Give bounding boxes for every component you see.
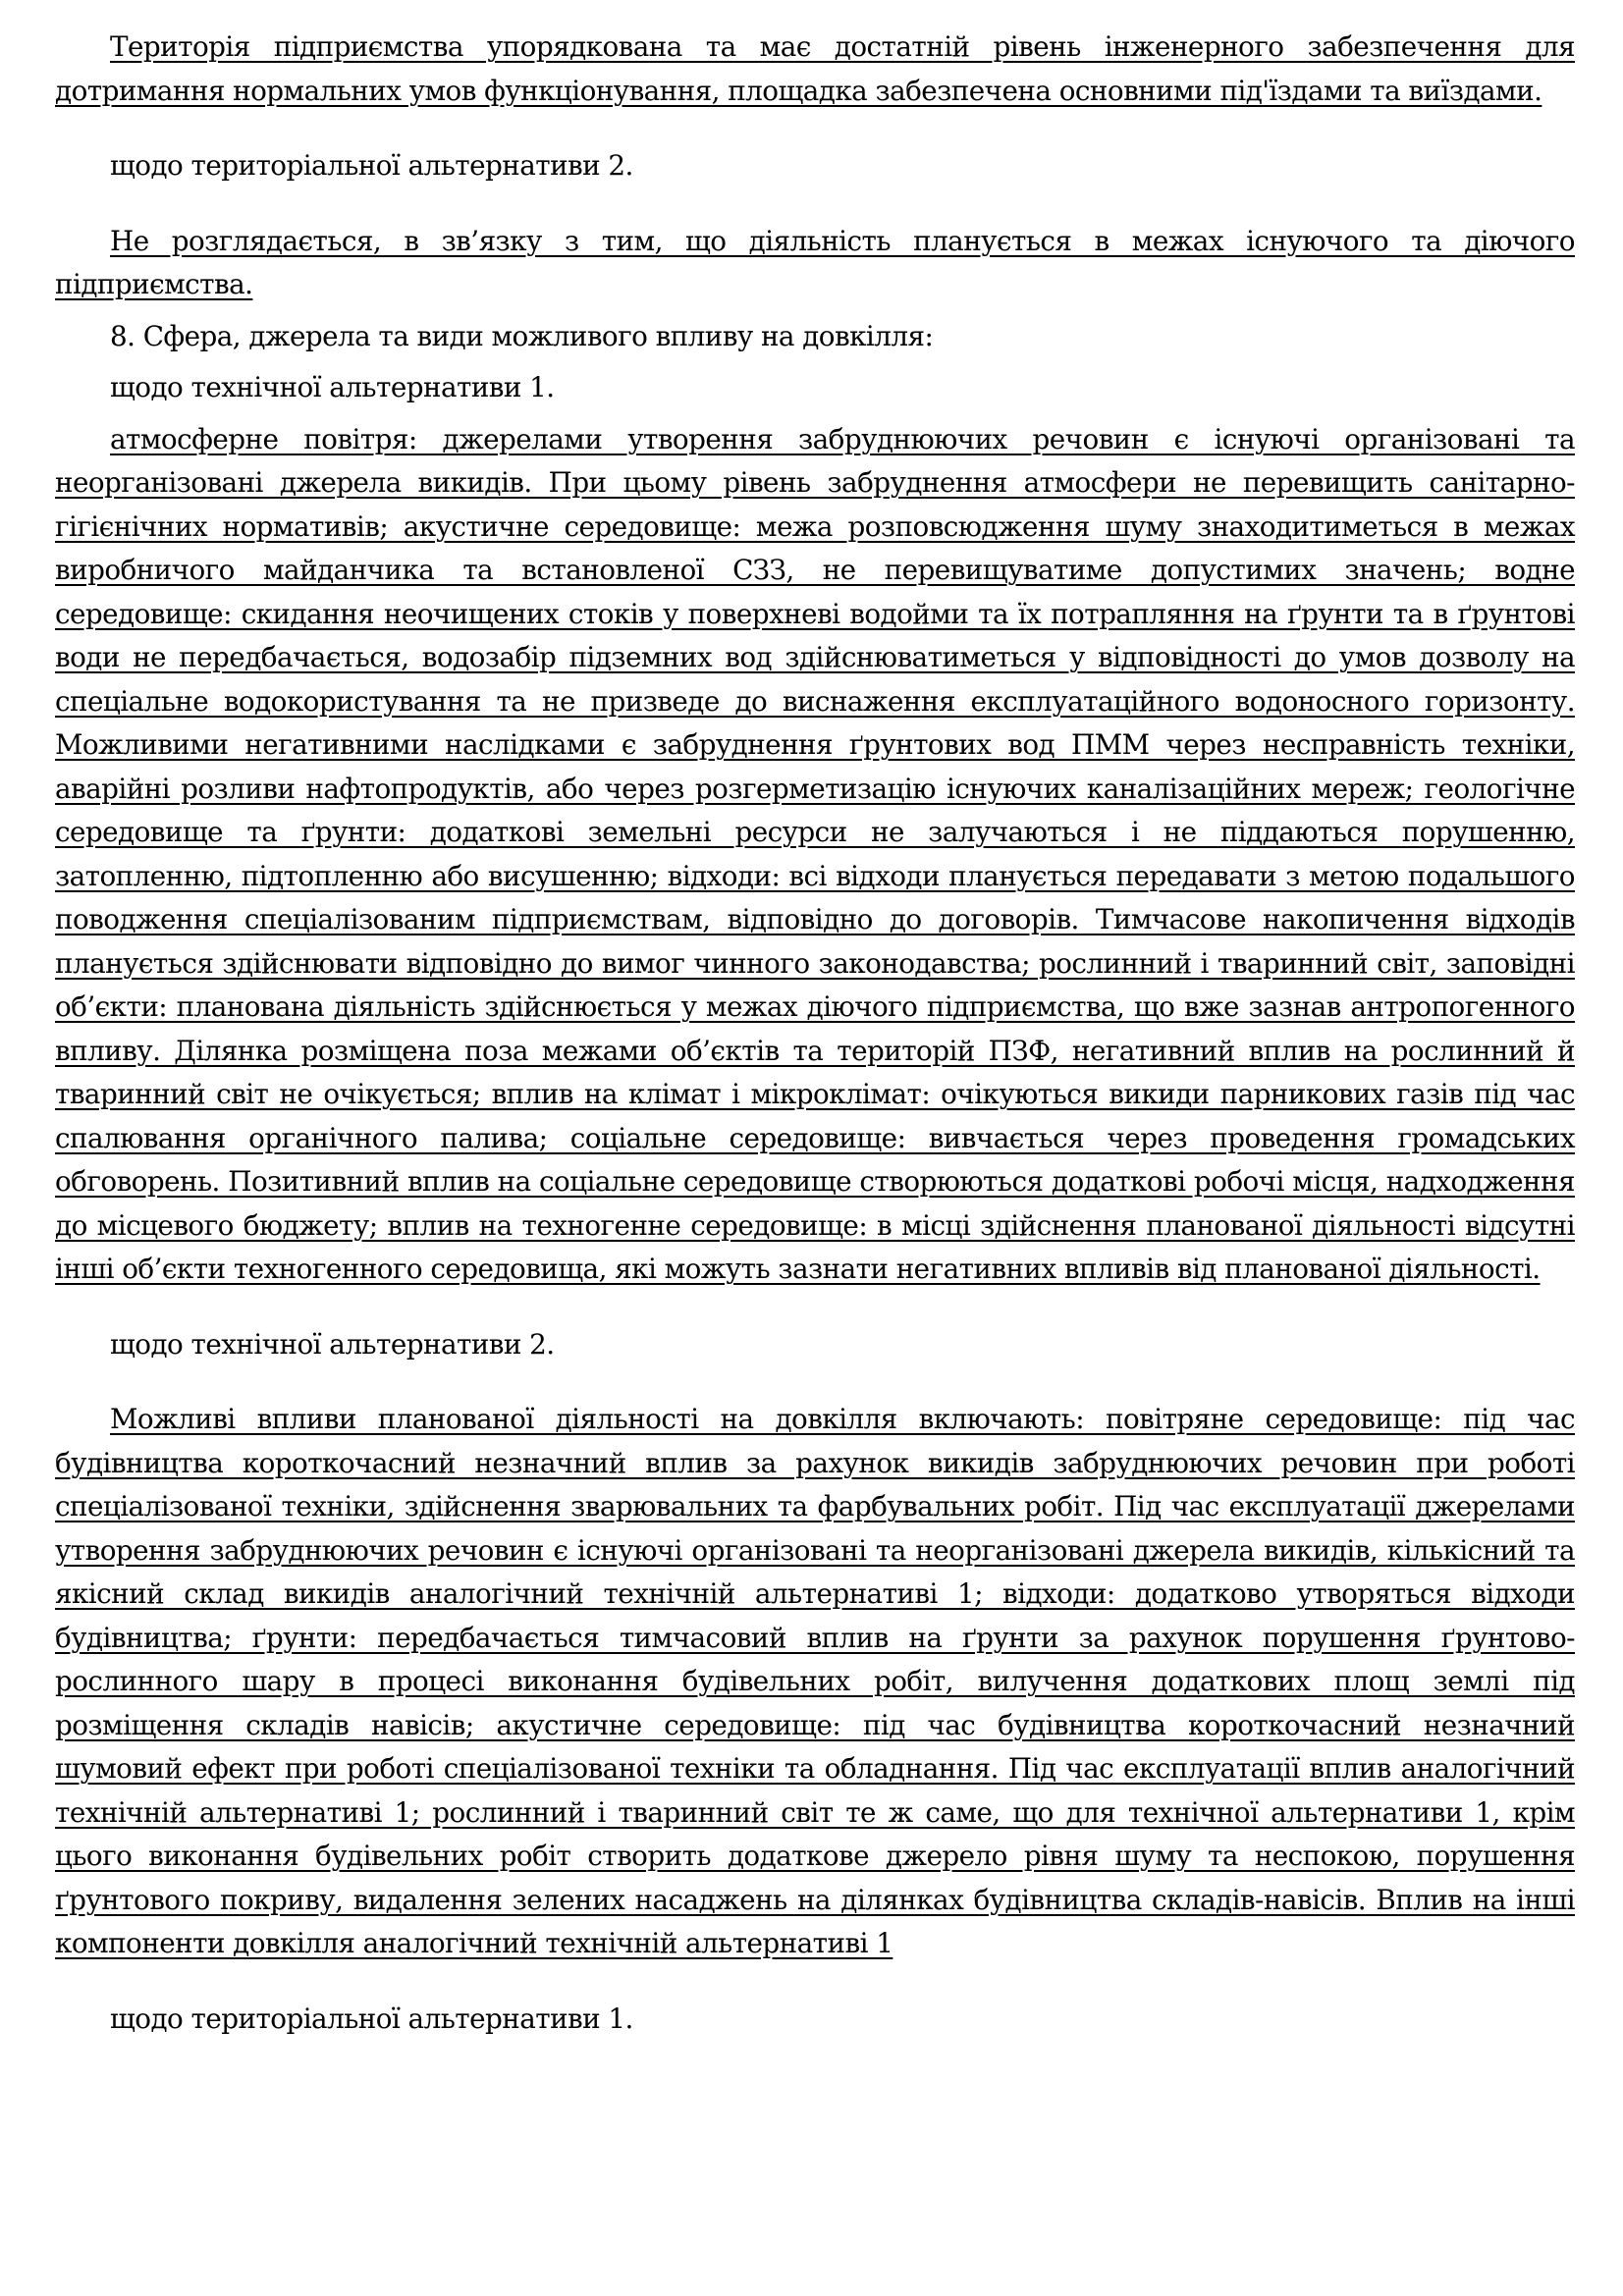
heading-territorial-alternative-1: щодо територіальної альтернативи 1. bbox=[110, 2002, 633, 2035]
paragraph-technical-alternative-2-impacts: Можливі впливи планованої діяльності на довкілля включають: повітряне середовище: під час будівництва короткочасний незначний вплив за рахунок викидів забруднюючих речовин при роботі спеціалізованої техніки, здійснення зварювальних та фарбувальних робіт. Під час експлуатації джерелами утворення забруднюючих речовин є існуючі організовані та неорганізовані джерела викидів, кількісний та якісний склад викидів аналогічний технічній альтернативі 1; відходи: додатково утворяться відходи будівництва; ґрунти: передбачається тимчасовий вплив на ґрунти за рахунок порушення ґрунтово-рослинного шару в процесі виконання будівельних робіт, вилучення додаткових площ землі під розміщення складів навісів; акустичне середовище: під час будівництва короткочасний незначний шумовий ефект при роботі спеціалізованої техніки та обладнання. Під час експлуатації вплив аналогічний технічній альтернативі 1; рослинний і тваринний світ те ж саме, що для технічної альтернативи 1, крім цього виконання будівельних робіт створить додаткове джерело рівня шуму та неспокою, порушення ґрунтового покриву, видалення зелених насаджень на ділянках будівництва складів-навісів. Вплив на інші компоненти довкілля аналогічний технічній альтернативі 1 bbox=[55, 1403, 1575, 1959]
heading-technical-alternative-2: щодо технічної альтернативи 2. bbox=[110, 1327, 555, 1361]
document-page bbox=[55, 26, 1575, 2041]
paragraph-territorial-alternative-2-text: Не розглядається, в зв’язку з тим, що діяльність планується в межах існуючого та діючого підприємства. bbox=[55, 224, 1575, 300]
heading-technical-alternative-1: щодо технічної альтернативи 1. bbox=[110, 371, 555, 403]
paragraph-territory-description: Територія підприємства упорядкована та має достатній рівень інженерного забезпечення для дотримання нормальних умов функціонування, площадка забезпечена основними під'їздами та виїздами. bbox=[55, 30, 1575, 107]
section-8-heading: 8. Сфера, джерела та види можливого впливу на довкілля: bbox=[110, 319, 934, 352]
paragraph-technical-alternative-1-impacts: атмосферне повітря: джерелами утворення забруднюючих речовин є існуючі організовані та неорганізовані джерела викидів. При цьому рівень забруднення атмосфери не перевищить санітарно-гігієнічних нормативів; акустичне середовище: межа розповсюдження шуму знаходитиметься в межах виробничого майданчика та встановленої СЗЗ, не перевищуватиме допустимих значень; водне середовище: скидання неочищених стоків у поверхневі водойми та їх потрапляння на ґрунти та в ґрунтові води не передбачається, водозабір підземних вод здійснюватиметься у відповідності до умов дозволу на спеціальне водокористування та не призведе до виснаження експлуатаційного водоносного горизонту. Можливими негативними наслідками є забруднення ґрунтових вод ПММ через несправність техніки, аварійні розливи нафтопродуктів, або через розгерметизацію існуючих каналізаційних мереж; геологічне середовище та ґрунти: додаткові земельні ресурси не залучаються і не піддаються порушенню, затопленню, підтопленню або висушенню; відходи: всі відходи планується передавати з метою подальшого поводження спеціалізованим підприємствам, відповідно до договорів. Тимчасове накопичення відходів планується здійснювати відповідно до вимог чинного законодавства; рослинний і тваринний світ, заповідні об’єкти: планована діяльність здійснюється у межах діючого підприємства, що вже зазнав антропогенного впливу. Ділянка розміщена поза межами об’єктів та територій ПЗФ, негативний вплив на рослинний й тваринний світ не очікується; вплив на клімат і мікроклімат: очікуються викиди парникових газів під час спалювання органічного палива; соціальне середовище: вивчається через проведення громадських обговорень. Позитивний вплив на соціальне середовище створюються додаткові робочі місця, надходження до місцевого бюджету; вплив на техногенне середовище: в місці здійснення планованої діяльності відсутні інші об’єкти техногенного середовища, які можуть зазнати негативних впливів від планованої діяльності. bbox=[55, 422, 1575, 1285]
heading-territorial-alternative-2: щодо територіальної альтернативи 2. bbox=[110, 149, 633, 182]
